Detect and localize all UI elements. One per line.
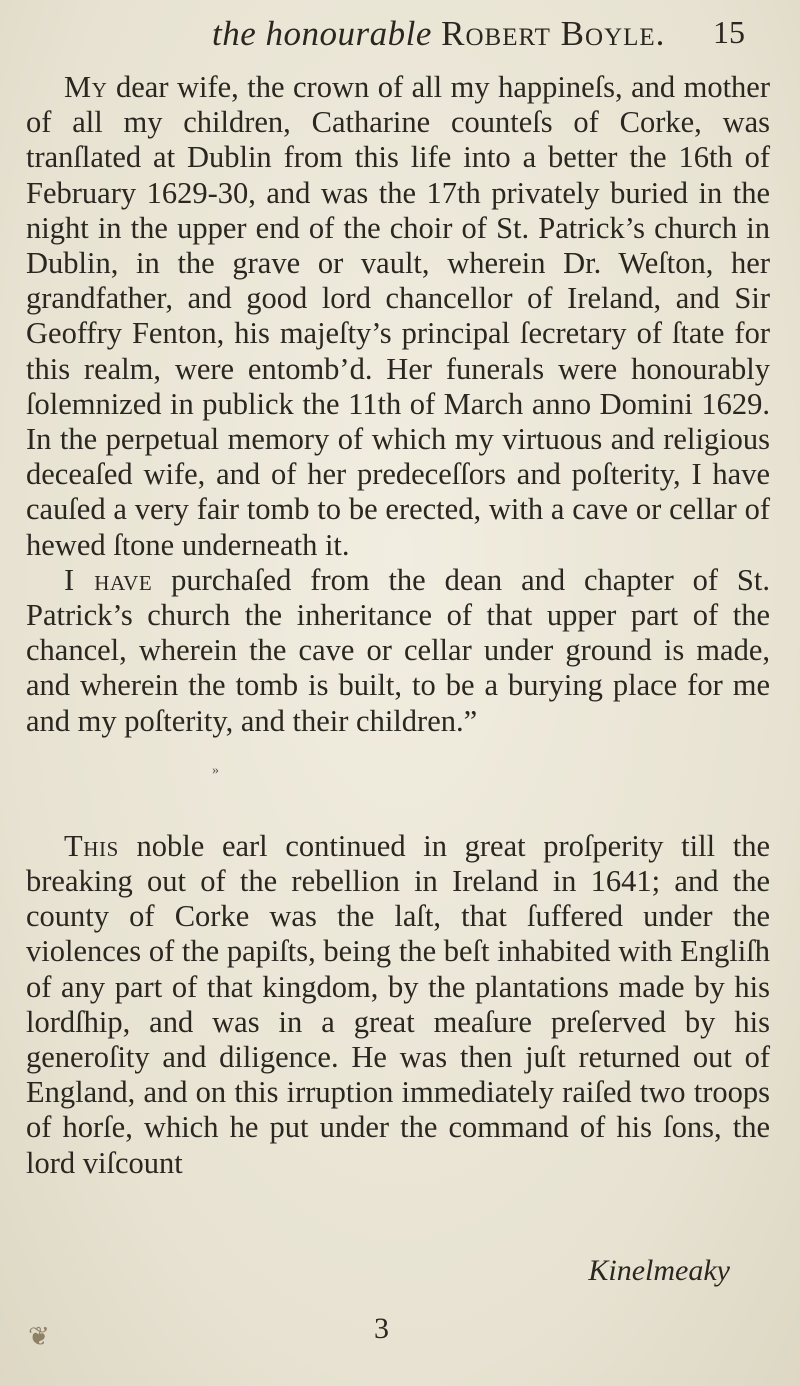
ornament-mark: »: [212, 762, 219, 778]
flower-icon: ❦: [28, 1322, 50, 1351]
page-header: [0, 8, 800, 68]
catchword: Kinelmeaky: [588, 1254, 730, 1287]
paragraph-text: noble earl continued in great proſperity till the breaking out of the rebellion in Ireland in 1641; and the county of Corke was the laſt, that ſuffered under the violences of the papiſts, being the beſt inhabited with Engliſh of any part of that kingdom, by the plantations made by his lordſhip, and was in a great meaſure preſerved by his generoſity and diligence. He was then juſt returned out of England, and on this irruption immediately raiſed two troops of horſe, which he put under the command of his ſons, the lord viſcount: [26, 828, 770, 1180]
paragraph-lead: My: [64, 70, 108, 104]
paragraph: [26, 70, 770, 563]
paragraph-lead: I have: [64, 562, 153, 597]
page-number: 15: [713, 14, 745, 50]
paragraph: [26, 829, 770, 1181]
signature-mark: 3: [374, 1312, 389, 1345]
body-text: [26, 70, 770, 1181]
paragraph-text: dear wife, the crown of all my happineſs, and mother of all my children, Catharine counteſs of Corke, was tranſlated at Dublin from this life into a better the 16th of February 1629-30, and was the 17th privately buried in the night in the upper end of the choir of St. Patrick’s church in Dublin, in the grave or vault, wherein Dr. Weſton, her grandfather, and good lord chancellor of Ireland, and Sir Geoffry Fenton, his majeſty’s principal ſecretary of ſtate for this realm, were entomb’d. Her funerals were honourably ſolemnized in publick the 11th of March anno Domini 1629. In the perpetual memory of which my virtuous and religious deceaſed wife, and of her predeceſſors and poſterity, I have cauſed a very fair tomb to be erected, with a cave or cellar of hewed ſtone underneath it.: [26, 70, 770, 562]
running-title-prefix: the honourable: [212, 14, 442, 53]
paragraph: [26, 563, 770, 739]
running-title-name: Robert Boyle.: [441, 14, 666, 53]
paragraph-lead: This: [64, 828, 119, 863]
paragraph-text: purchaſed from the dean and chapter of St. Patrick’s church the inheritance of that upper part of the chancel, wherein the cave or cellar under ground is made, and wherein the tomb is built, to be a burying place for me and my poſterity, and their children.”: [26, 562, 770, 738]
section-ornament: [26, 739, 770, 829]
running-title: [212, 14, 665, 54]
